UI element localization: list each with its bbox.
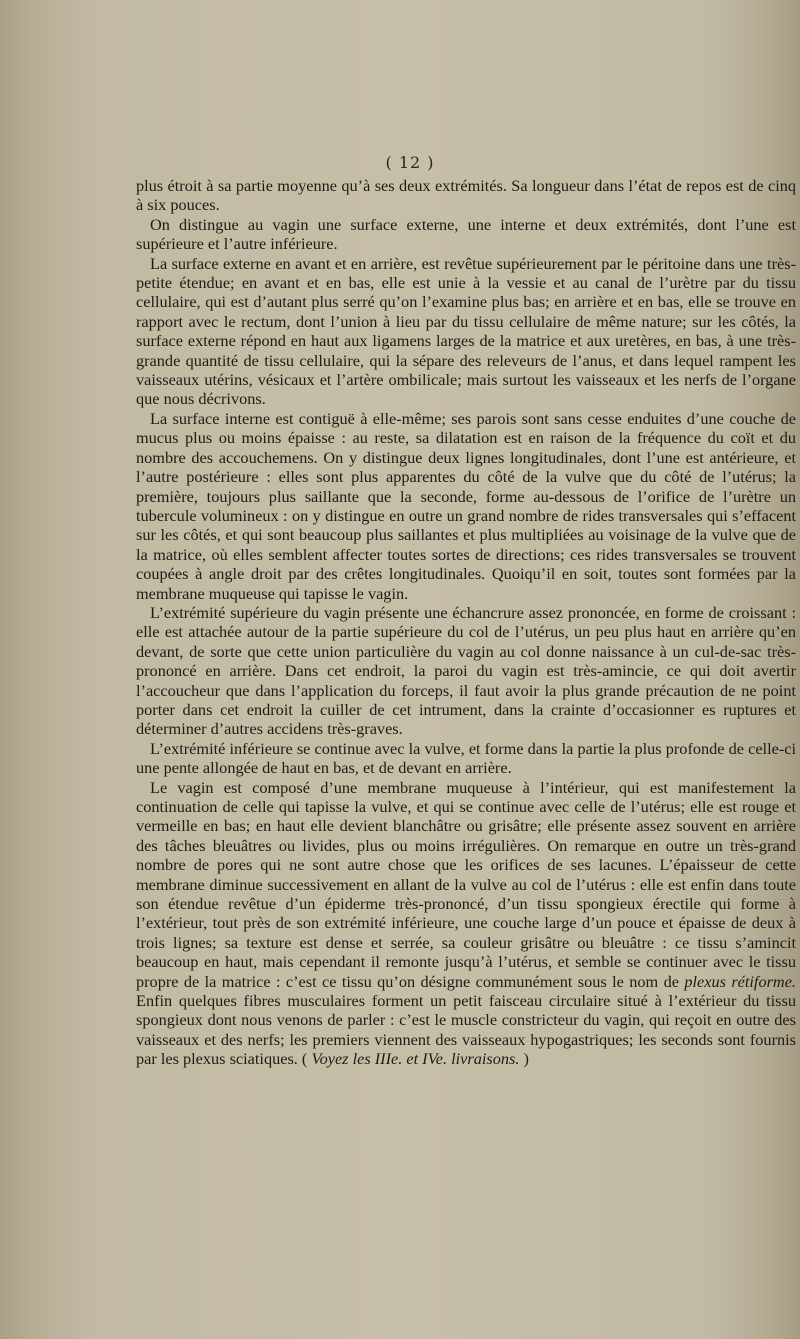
paragraph-5: L’extrémité supérieure du vagin présente une échancrure assez prononcée, en forme de croissant : elle est attachée autour de la partie supérieure du col de l’utérus, un peu plus haut en arrière qu’en devant, de sorte que cette union particulière du vagin au col donne naissance à un cul-de-sac très-prononcé en arrière. Dans cet endroit, la paroi du vagin est très-amincie, ce qui doit avertir l’accoucheur que dans l’application du forceps, il faut avoir la plus grande précaution de ne point porter dans cet endroit la cuiller de cet intrument, dans la crainte d’occasionner es ruptures et déterminer d’autres accidens très-graves.: [136, 602, 796, 739]
page-number: ( 12 ): [385, 153, 435, 172]
paragraph-7-text-start: Le vagin est composé d’une membrane muqueuse à l’intérieur, qui est manifestement la continuation de celle qui tapisse la vulve, et qui se continue avec celle de l’utérus; elle est rouge et vermeille en bas; en haut elle devient blanchâtre ou grisâtre; elle présente assez souvent en arrière des tâches bleuâtres ou livides, plus ou moins irrégulières. On remarque en outre un très-grand nombre de pores qui ne sont autre chose que les orifices de ses lacunes. L’épaisseur de cette membrane diminue successivement en allant de la vulve au col de l’utérus : elle est enfin dans toute son étendue revêtue d’un épiderme très-prononcé, d’un tissu spongieux érectile qui forme à l’extérieur, tout près de son extrémité inférieure, une couche large d’un pouce et épaisse de deux à trois lignes; sa texture est dense et serrée, sa couleur grisâtre ou bleuâtre : ce tissu s’amincit beaucoup en haut, mais cependant il remonte jusqu’à l’utérus, et semble se continuer avec le tissu propre de la matrice : c’est ce tissu qu’on désigne communément sous le nom de: [136, 777, 796, 991]
paragraph-1: plus étroit à sa partie moyenne qu’à ses deux extrémités. Sa longueur dans l’état de repos est de cinq à six pouces.: [136, 176, 796, 215]
cross-reference: Voyez les IIIe. et IVe. livraisons.: [311, 1049, 520, 1069]
text-body: [136, 176, 796, 1069]
paragraph-7: [136, 778, 796, 1069]
paragraph-4: La surface interne est contiguë à elle-même; ses parois sont sans cesse enduites d’une couche de mucus plus ou moins épaisse : au reste, sa dilatation est en raison de la fréquence du coït et du nombre des accouchemens. On y distingue deux lignes longitudinales, dont l’une est antérieure, et l’autre postérieure : elles sont plus apparentes du côté de la vulve que du côté de l’utérus; la première, toujours plus saillante que la seconde, forme au-dessous de l’orifice de l’urètre un tubercule volumineux : on y distingue en outre un grand nombre de rides transversales qui s’effacent sur les côtés, et qui sont beaucoup plus saillantes et plus multipliées au voisinage de la vulve que de la matrice, où elles semblent affecter toutes sortes de directions; ces rides transversales se trouvent coupées à angle droit par des crêtes longitudinales. Quoiqu’il en soit, toutes sont formées par la membrane muqueuse qui tapisse le vagin.: [136, 408, 796, 603]
paragraph-6: L’extrémité inférieure se continue avec la vulve, et forme dans la partie la plus profonde de celle-ci une pente allongée de haut en bas, et de devant en arrière.: [136, 738, 796, 778]
paragraph-7-text-middle: Enfin quelques fibres musculaires forment un petit faisceau circulaire situé à l’extérieur du tissu spongieux dont nous venons de parler : c’est le muscle constricteur du vagin, qui reçoit en outre des vaisseaux et des nerfs; les premiers viennent des vaisseaux hypogastriques; les seconds sont fournis par les plexus sciatiques. (: [136, 991, 796, 1069]
plexus-term: plexus rétiforme.: [684, 971, 796, 991]
paragraph-7-text-end: ): [519, 1049, 529, 1069]
paragraph-3: La surface externe en avant et en arrière, est revêtue supérieurement par le péritoine dans une très-petite étendue; en avant et en bas, elle est unie à la vessie et au canal de l’urètre par du tissu cellulaire, qui est d’autant plus serré qu’on l’examine plus bas; en arrière et en bas, elle se trouve en rapport avec le rectum, dont l’union à lieu par du tissu cellulaire de même nature; sur les côtés, la surface externe répond en haut aux ligamens larges de la matrice et aux uretères, en bas, à une très-grande quantité de tissu cellulaire, qui la sépare des releveurs de l’anus, et dans lequel rampent les vaisseaux utérins, vésicaux et l’artère ombilicale; mais surtout les vaisseaux et les nerfs de l’organe que nous décrivons.: [136, 253, 796, 409]
paragraph-2: On distingue au vagin une surface externe, une interne et deux extrémités, dont l’une est supérieure et l’autre inférieure.: [136, 214, 796, 254]
